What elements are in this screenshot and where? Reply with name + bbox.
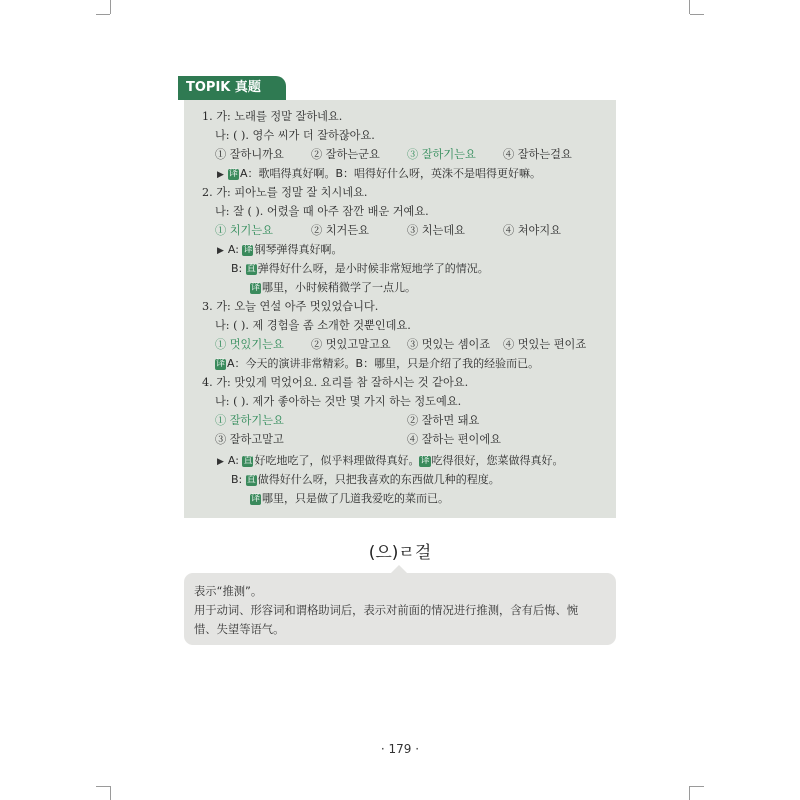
question-2: 2. 가: 피아노를 정말 잘 치시네요.: [202, 186, 368, 199]
definition-box: [184, 573, 616, 645]
option: ③ 치는데요: [407, 224, 465, 237]
option: ① 잘하니까요: [215, 148, 284, 161]
question-4-reply: 나: ( ). 제가 좋아하는 것만 몇 가지 하는 정도예요.: [215, 395, 462, 408]
definition-line: 惜、失望等语气。: [194, 623, 285, 636]
question-1-reply: 나: ( ). 영수 씨가 더 잘하잖아요.: [215, 129, 375, 142]
question-4-options-row2: [215, 433, 595, 447]
question-4: 4. 가: 맛있게 먹었어요. 요리를 참 잘하시는 것 같아요.: [202, 376, 469, 389]
question-1: 1. 가: 노래를 정말 잘하네요.: [202, 110, 343, 123]
badge-icon: 译: [243, 245, 253, 255]
topik-tag: TOPIK 真题: [178, 76, 286, 100]
option: ② 잘하는군요: [311, 148, 380, 161]
question-4-translation-a: ▶ A: 直 好吃地吃了，似乎料理做得真好。译 吃得很好，您菜做得真好。: [217, 454, 564, 467]
option-correct: ③ 잘하기는요: [407, 148, 476, 161]
crop-mark: [96, 786, 110, 787]
definition-line: 用于动词、形容词和谓格助词后，表示对前面的情况进行推测，含有后悔、惋: [194, 604, 579, 617]
triangle-icon: ▶: [217, 457, 224, 467]
option: ② 치거든요: [311, 224, 369, 237]
crop-mark: [690, 14, 704, 15]
grammar-heading: (으)ㄹ걸: [368, 543, 432, 563]
badge-icon: 直: [246, 264, 256, 274]
triangle-icon: ▶: [217, 170, 224, 180]
crop-mark: [96, 14, 110, 15]
question-3-translation: 译 A：今天的演讲非常精彩。B：哪里，只是介绍了我的经验而已。: [216, 357, 540, 370]
notch: [391, 565, 407, 573]
crop-mark: [689, 0, 690, 14]
question-2-reply: 나: 잘 ( ). 어렸을 때 아주 잠깐 배운 거예요.: [215, 205, 429, 218]
triangle-icon: ▶: [217, 246, 224, 256]
option: ② 멋있고말고요: [311, 338, 391, 351]
question-3-options: [215, 338, 605, 352]
badge-icon: 译: [251, 283, 261, 293]
question-2-translation-a: ▶ A: 译 钢琴弹得真好啊。: [217, 243, 343, 256]
option: ③ 멋있는 셈이죠: [407, 338, 491, 351]
badge-icon: 译: [228, 169, 238, 179]
page-number: · 179 ·: [380, 742, 420, 756]
badge-icon: 译: [251, 494, 261, 504]
question-2-options: [215, 224, 595, 238]
question-4-translation-c: 译 哪里，只是做了几道我爱吃的菜而已。: [251, 492, 450, 505]
exercise-panel: [184, 100, 616, 518]
option-correct: ① 치기는요: [215, 224, 273, 237]
crop-mark: [110, 0, 111, 14]
badge-icon: 译: [216, 359, 226, 369]
option: ④ 잘하는 편이에요: [407, 433, 501, 446]
question-2-translation-c: 译 哪里，小时候稍微学了一点儿。: [251, 281, 417, 294]
question-4-options-row1: [215, 414, 595, 428]
option: ④ 쳐야지요: [503, 224, 561, 237]
question-1-options: [215, 148, 595, 162]
crop-mark: [690, 786, 704, 787]
question-3-reply: 나: ( ). 제 경험을 좀 소개한 것뿐인데요.: [215, 319, 411, 332]
option: ④ 멋있는 편이죠: [503, 338, 587, 351]
question-2-translation-b: B: 直 弹得好什么呀，是小时候非常短地学了的情况。: [231, 262, 489, 275]
crop-mark: [110, 786, 111, 800]
crop-mark: [689, 786, 690, 800]
option: ② 잘하면 돼요: [407, 414, 480, 427]
question-4-translation-b: B: 直 做得好什么呀，只把我喜欢的东西做几种的程度。: [231, 473, 500, 486]
option-correct: ① 멋있기는요: [215, 338, 284, 351]
question-3: 3. 가: 오늘 연설 아주 멋있었습니다.: [202, 300, 379, 313]
badge-icon: 直: [246, 475, 256, 485]
option: ③ 잘하고말고: [215, 433, 284, 446]
badge-icon: 直: [243, 456, 253, 466]
question-1-translation: ▶ 译 A：歌唱得真好啊。B：唱得好什么呀，英洙不是唱得更好嘛。: [217, 167, 542, 180]
option: ④ 잘하는걸요: [503, 148, 572, 161]
definition-line: 表示“推测”。: [194, 585, 263, 598]
option-correct: ① 잘하기는요: [215, 414, 284, 427]
badge-icon: 译: [420, 456, 430, 466]
